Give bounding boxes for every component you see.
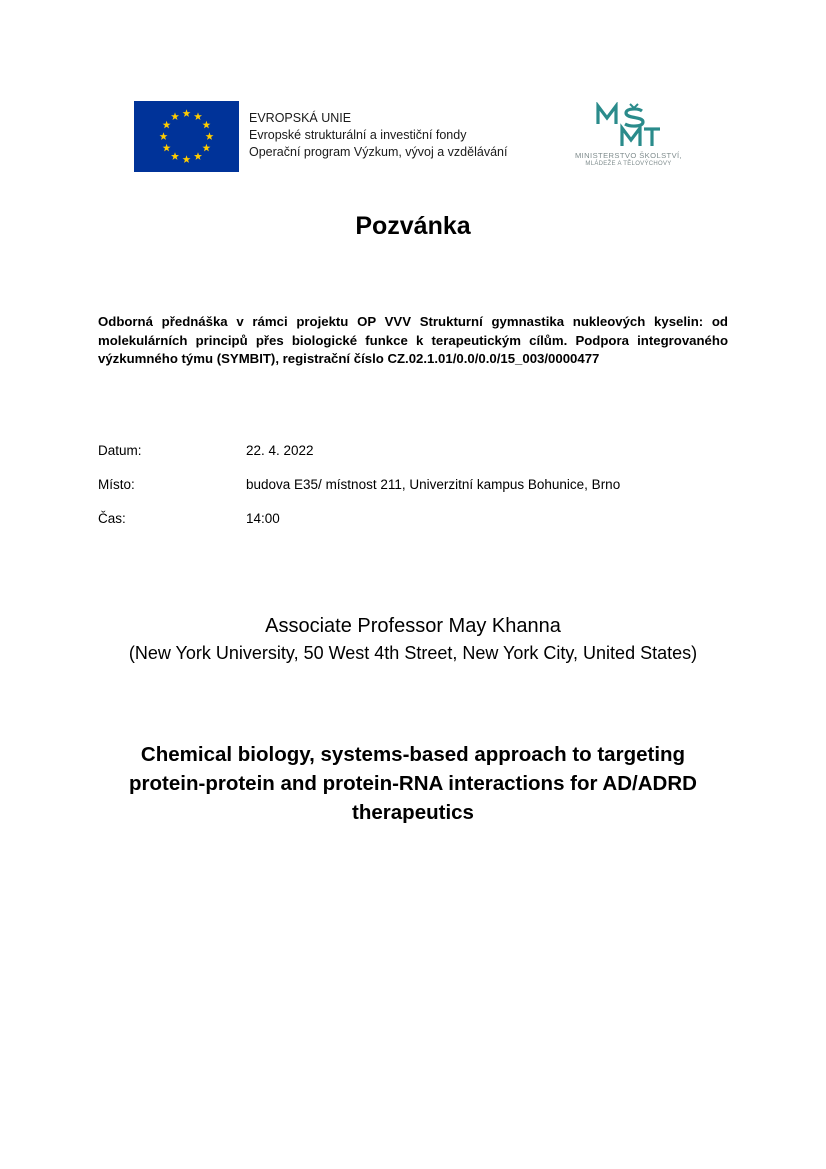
eu-star-icon [202,144,210,152]
eu-star-icon [163,121,171,129]
eu-flag-icon [134,101,239,172]
detail-label: Datum: [98,443,142,458]
eu-star-icon [183,155,191,163]
eu-star-icon [206,132,214,140]
eu-star-icon [194,112,202,120]
detail-label: Čas: [98,511,126,526]
eu-logo-text [249,110,507,161]
detail-value: 14:00 [246,511,280,526]
page-title: Pozvánka [355,212,471,240]
detail-label: Místo: [98,477,135,492]
talk-title-line: therapeutics [352,801,474,824]
speaker-name: Associate Professor May Khanna [265,615,561,637]
talk-title-line: Chemical biology, systems-based approach to targeting [140,743,686,766]
eu-star-icon [163,144,171,152]
eu-star-icon [202,121,210,129]
msmt-logo-icon [556,102,701,150]
eu-logo-line: Evropské strukturální a investiční fondy [249,128,467,142]
eu-star-icon [171,152,179,160]
msmt-name-sub: MLÁDEŽE A TĚLOVÝCHOVY [585,161,672,167]
eu-star-icon [160,132,168,140]
eu-logo-line: Operační program Výzkum, vývoj a vzdělávání [249,145,508,159]
eu-star-icon [183,109,191,117]
talk-title [93,740,733,827]
msmt-logo [556,102,701,174]
intro-paragraph: Odborná přednáška v rámci projektu OP VVV Strukturní gymnastika nukleových kyselin: od molekulárních principů přes biologické funkce k terapeutickým cílům. Podpora integrovaného výzkumného týmu (SYMBIT), registrační číslo CZ.02.1.01/0.0/0.0/15_003/0000477 [98,314,728,366]
msmt-name: MINISTERSTVO ŠKOLSTVÍ, [574,151,683,160]
talk-title-line: protein-protein and protein-RNA interactions for AD/ADRD [129,772,697,795]
detail-value: budova E35/ místnost 211, Univerzitní kampus Bohunice, Brno [246,477,621,492]
eu-logo-line: EVROPSKÁ UNIE [249,111,352,125]
eu-star-icon [171,112,179,120]
detail-value: 22. 4. 2022 [246,443,314,458]
speaker-affiliation: (New York University, 50 West 4th Street, New York City, United States) [128,643,698,663]
eu-star-icon [194,152,202,160]
